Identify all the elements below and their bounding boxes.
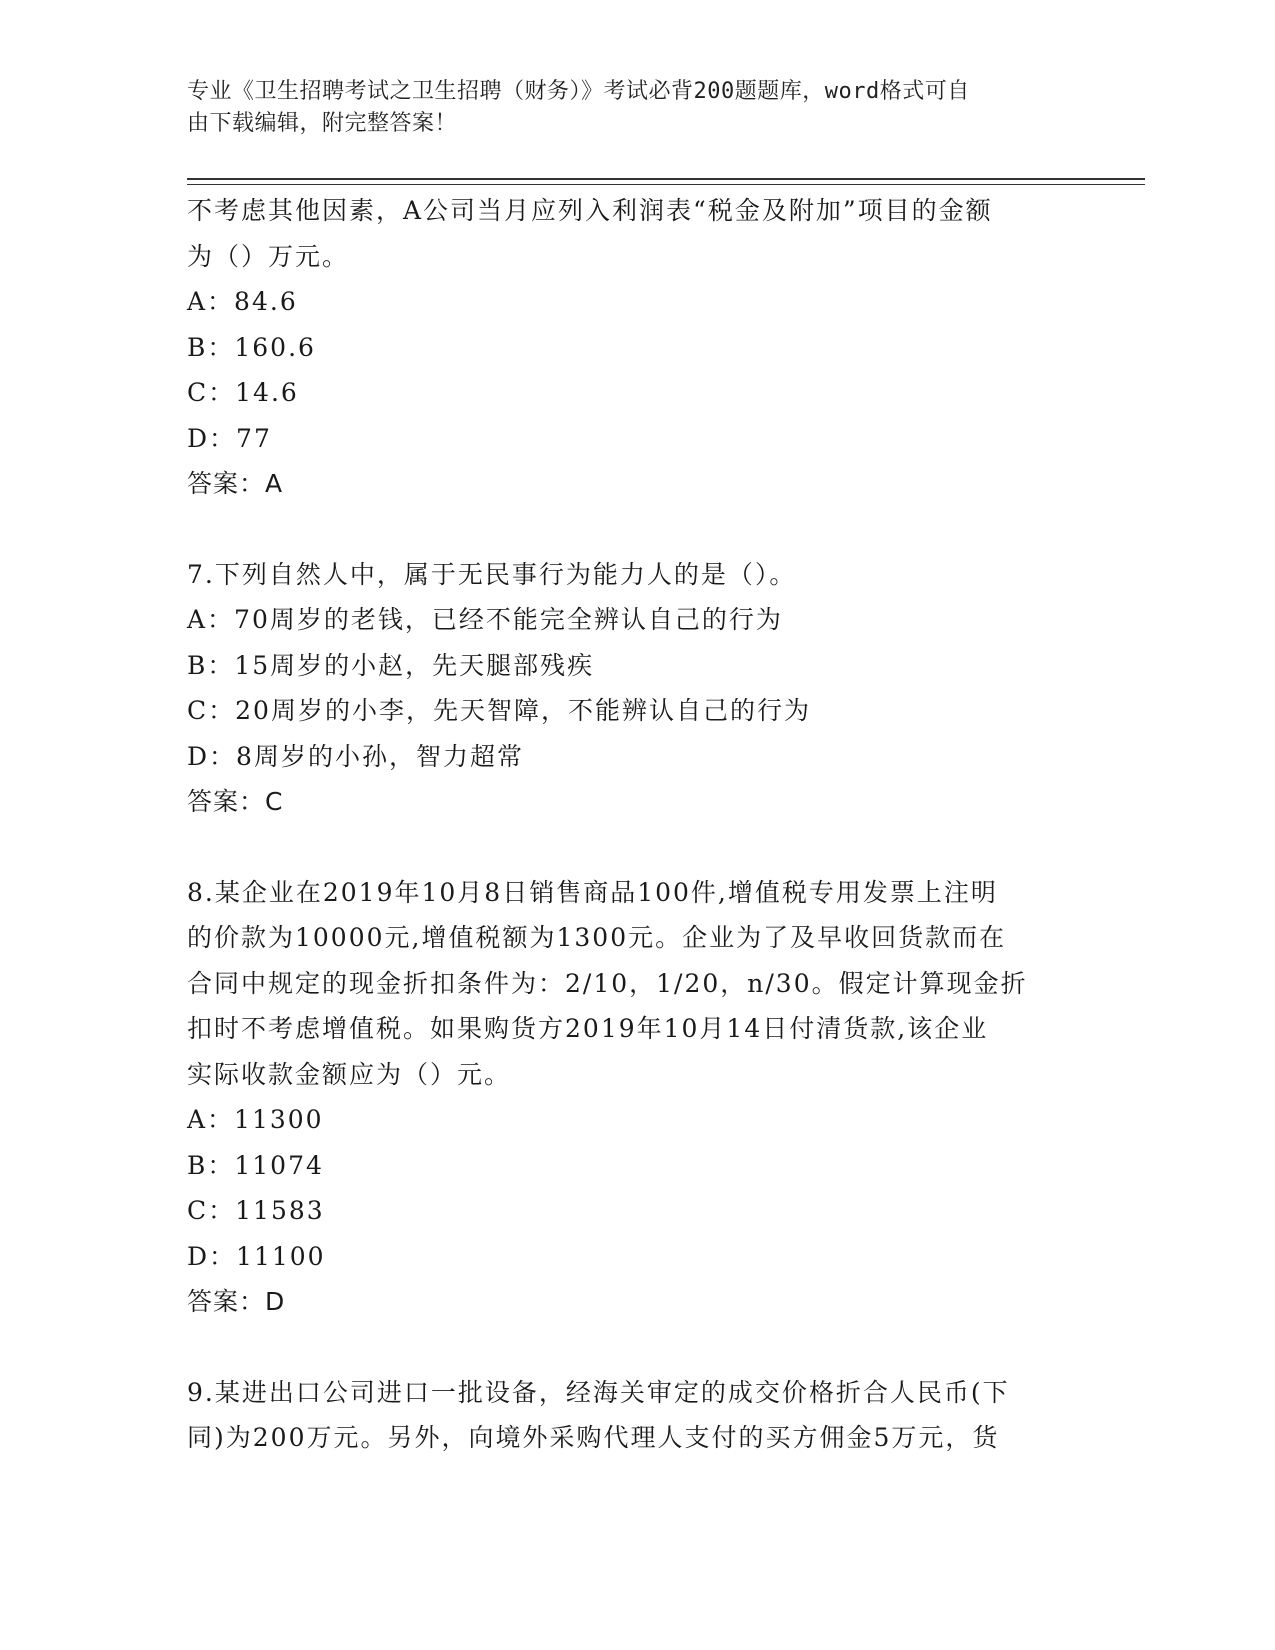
header-line-1: 专业《卫生招聘考试之卫生招聘（财务）》考试必背200题题库，word格式可自 <box>187 79 970 104</box>
question-stem: 7.下列自然人中，属于无民事行为能力人的是（）。 <box>187 559 797 589</box>
question-stem: 8.某企业在2019年10月8日销售商品100件,增值税专用发票上注明 <box>187 877 998 907</box>
option-c: C：11583 <box>187 1196 325 1225</box>
option-a: A：70周岁的老钱，已经不能完全辨认自己的行为 <box>187 605 783 634</box>
question-stem: 9.某进出口公司进口一批设备，经海关审定的成交价格折合人民币(下 <box>187 1377 1010 1407</box>
question-stem: 为（）万元。 <box>187 241 350 271</box>
option-c: C：20周岁的小李，先天智障，不能辨认自己的行为 <box>187 696 811 725</box>
header-rule-thick <box>187 178 1145 180</box>
document-body <box>187 188 1067 1461</box>
option-d: D：11100 <box>187 1241 326 1271</box>
answer: 答案：A <box>187 469 284 498</box>
answer: 答案：C <box>187 787 284 816</box>
header-line-2: 由下载编辑，附完整答案！ <box>187 111 458 136</box>
question-stem: 不考虑其他因素，A公司当月应列入利润表“税金及附加”项目的金额 <box>187 196 993 225</box>
question-stem: 实际收款金额应为（）元。 <box>187 1059 512 1089</box>
question-stem: 合同中规定的现金折扣条件为：2/10，1/20，n/30。假定计算现金折 <box>187 968 1028 998</box>
question-stem: 扣时不考虑增值税。如果购货方2019年10月14日付清货款,该企业 <box>187 1014 989 1043</box>
header-rule-thin <box>187 184 1145 185</box>
spacer <box>187 825 1067 870</box>
answer: 答案：D <box>187 1287 286 1316</box>
option-c: C：14.6 <box>187 378 299 407</box>
spacer <box>187 1325 1067 1370</box>
option-b: B：11074 <box>187 1150 324 1180</box>
question-stem: 同)为200万元。另外，向境外采购代理人支付的买方佣金5万元，货 <box>187 1423 1000 1452</box>
spacer <box>187 507 1067 552</box>
question-8 <box>187 870 1067 1325</box>
option-d: D：77 <box>187 423 272 453</box>
option-d: D：8周岁的小孙，智力超常 <box>187 741 524 771</box>
option-a: A：84.6 <box>187 287 298 316</box>
option-b: B：160.6 <box>187 332 316 362</box>
question-6 <box>187 188 1067 507</box>
question-7 <box>187 552 1067 825</box>
option-a: A：11300 <box>187 1105 324 1134</box>
option-b: B：15周岁的小赵，先天腿部残疾 <box>187 650 595 680</box>
document-header <box>187 76 1067 140</box>
question-9 <box>187 1370 1067 1461</box>
question-stem: 的价款为10000元,增值税额为1300元。企业为了及早收回货款而在 <box>187 923 1007 952</box>
